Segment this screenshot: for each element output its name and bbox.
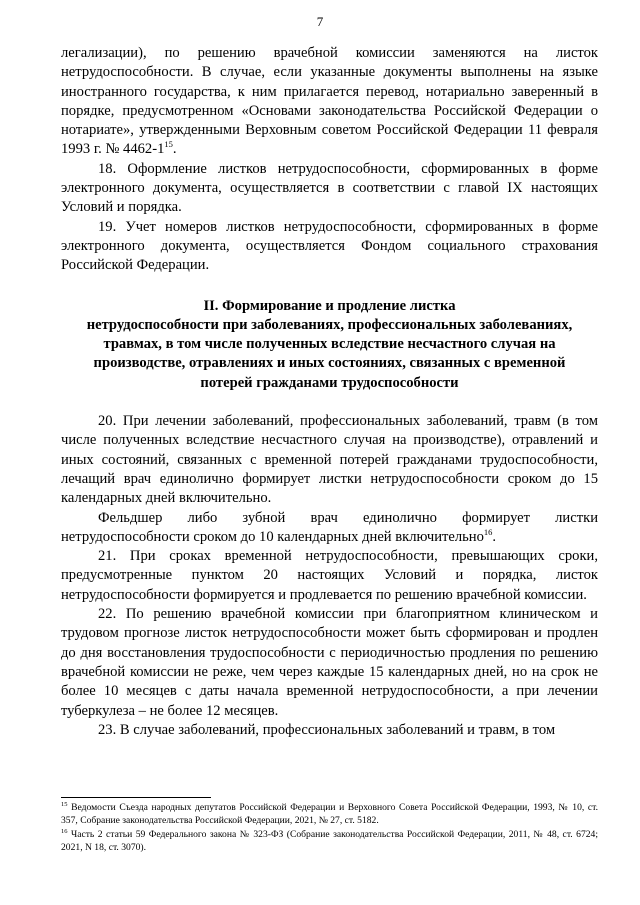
- section-heading-line-5: потерей гражданами трудоспособности: [200, 374, 459, 391]
- paragraph-19: 19. Учет номеров листков нетрудоспособности, сформированных в форме электронного документа, осуществляется Фондом социального страхования Российской Федерации.: [61, 218, 598, 274]
- footnote-divider: [61, 797, 211, 798]
- paragraph-22: 22. По решению врачебной комиссии при благоприятном клиническом и трудовом прогнозе листок нетрудоспособности может быть сформирован и продлен до дня восстановления трудоспособности с периодичностью продления по решению врачебной комиссии не реже, чем через каждые 15 календарных дней, но на срок не более 10 месяцев с даты начала временной нетрудоспособности, а при лечении туберкулеза – не более 12 месяцев.: [61, 606, 598, 719]
- paragraph-18: 18. Оформление листков нетрудоспособности, сформированных в форме электронного документа, осуществляется в соответствии с главой IX настоящих Условий и порядка.: [61, 160, 598, 216]
- footnote-ref-16[interactable]: 16: [483, 526, 493, 537]
- footnotes: [61, 797, 598, 854]
- paragraph-23: 23. В случае заболеваний, профессиональных заболеваний и травм, в том: [98, 721, 556, 738]
- section-heading-line-3: травмах, в том числе полученных вследствие несчастного случая на: [103, 336, 556, 353]
- paragraph-21: 21. При сроках временной нетрудоспособности, превышающих сроки, предусмотренные пунктом 20 настоящих Условий и порядка, листок нетрудоспособности формируется и продлевается по решению врачебной комиссии.: [61, 548, 598, 603]
- footnote-15: $^{15}$ Ведомости Съезда народных депутатов Российской Федерации и Верховного Совета Российской Федерации, 1993, № 10, ст. 357, Собрание законодательства Российской Федерации, 2021, № 27, ст. 5182.: [61, 800, 598, 827]
- section-heading: [61, 297, 598, 393]
- paragraph-20: 20. При лечении заболеваний, профессиональных заболеваний, травм (в том числе полученных вследствие несчастного случая на производстве), отравлений и иных состояний, связанных с временной потерей гражданами трудоспособности, лечащий врач единолично формирует листки нетрудоспособности сроком до 15 календарных дней включительно.: [61, 413, 598, 507]
- section-heading-line-2: нетрудоспособности при заболеваниях, профессиональных заболеваниях,: [86, 316, 573, 333]
- footnote-16: $^{16}$ Часть 2 статьи 59 Федерального закона № 323-ФЗ (Собрание законодательства Российской Федерации, 2011, № 48, ст. 6724; 2021, N 18, ст. 3070).: [61, 827, 598, 853]
- paragraph-continuation: легализации), по решению врачебной комиссии заменяются на листок нетрудоспособности. В случае, если указанные документы выполнены на языке иностранного государства, к ним прилагается перевод, нотариально заверенный в порядке, предусмотренном «Основами законодательства Российской Федерации о нотариате», утвержденными Верховным советом Российской Федерации 11 февраля 1993 г. № $4462-1^{15}$.: [61, 45, 598, 158]
- section-heading-line-1: II. Формирование и продление листка: [203, 297, 456, 314]
- paragraph-20-feldsher: Фельдшер либо зубной врач единолично формирует листки нетрудоспособности сроком до 10 календарных дней включительно$^{16}$.: [61, 509, 598, 545]
- footnote-ref-15[interactable]: 15: [164, 139, 173, 150]
- document-body: [61, 44, 598, 740]
- page-number: 7: [316, 14, 324, 29]
- section-heading-line-4: производстве, отравлениях и иных состояниях, связанных с временной: [93, 355, 566, 372]
